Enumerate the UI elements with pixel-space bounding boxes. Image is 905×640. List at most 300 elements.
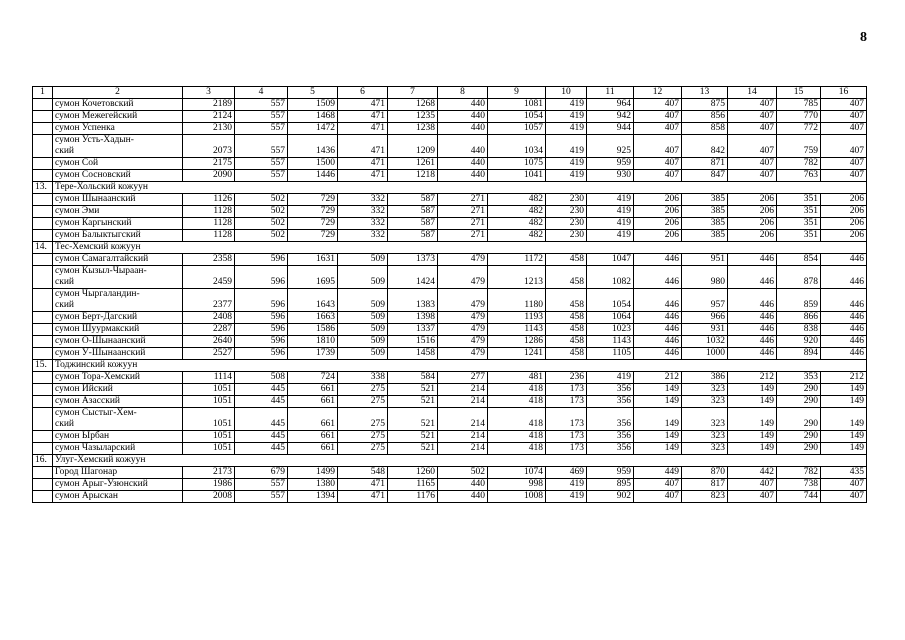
value-cell: 1260 bbox=[388, 467, 438, 479]
value-cell: 2073 bbox=[183, 135, 235, 158]
value-cell: 479 bbox=[438, 348, 488, 360]
value-cell: 785 bbox=[777, 99, 821, 111]
value-cell: 469 bbox=[546, 467, 587, 479]
settlement-name: сумон Успенка bbox=[53, 123, 183, 135]
value-cell: 419 bbox=[587, 230, 634, 242]
value-cell: 446 bbox=[728, 336, 777, 348]
value-cell: 1075 bbox=[488, 158, 546, 170]
value-cell: 875 bbox=[682, 99, 728, 111]
value-cell: 584 bbox=[388, 372, 438, 384]
settlement-name: сумон О-Шынаанский bbox=[53, 336, 183, 348]
value-cell: 323 bbox=[682, 443, 728, 455]
value-cell: 446 bbox=[728, 266, 777, 289]
column-header: 10 bbox=[546, 87, 587, 99]
value-cell: 214 bbox=[438, 443, 488, 455]
table-row bbox=[33, 158, 867, 170]
value-cell: 1126 bbox=[183, 194, 235, 206]
value-cell: 661 bbox=[288, 408, 338, 431]
value-cell: 1143 bbox=[587, 336, 634, 348]
value-cell: 1128 bbox=[183, 206, 235, 218]
value-cell: 661 bbox=[288, 384, 338, 396]
value-cell: 418 bbox=[488, 408, 546, 431]
value-cell: 407 bbox=[634, 170, 682, 182]
value-cell: 859 bbox=[777, 289, 821, 312]
value-cell: 419 bbox=[546, 135, 587, 158]
value-cell: 759 bbox=[777, 135, 821, 158]
table-row bbox=[33, 479, 867, 491]
value-cell: 2130 bbox=[183, 123, 235, 135]
value-cell: 782 bbox=[777, 158, 821, 170]
table-row bbox=[33, 348, 867, 360]
value-cell: 446 bbox=[634, 336, 682, 348]
value-cell: 230 bbox=[546, 218, 587, 230]
value-cell: 729 bbox=[288, 230, 338, 242]
value-cell: 446 bbox=[634, 289, 682, 312]
value-cell: 2090 bbox=[183, 170, 235, 182]
table-row bbox=[33, 266, 867, 289]
value-cell: 407 bbox=[728, 99, 777, 111]
value-cell: 206 bbox=[821, 230, 867, 242]
column-header: 2 bbox=[53, 87, 183, 99]
value-cell: 271 bbox=[438, 206, 488, 218]
settlement-name: сумон Чазыларский bbox=[53, 443, 183, 455]
value-cell: 557 bbox=[235, 135, 288, 158]
value-cell: 419 bbox=[546, 170, 587, 182]
settlement-name: сумон Межегейский bbox=[53, 111, 183, 123]
row-index bbox=[33, 336, 53, 348]
value-cell: 356 bbox=[587, 443, 634, 455]
column-header: 16 bbox=[821, 87, 867, 99]
value-cell: 149 bbox=[728, 443, 777, 455]
value-cell: 587 bbox=[388, 218, 438, 230]
value-cell: 407 bbox=[634, 123, 682, 135]
value-cell: 440 bbox=[438, 170, 488, 182]
column-header: 12 bbox=[634, 87, 682, 99]
value-cell: 870 bbox=[682, 467, 728, 479]
value-cell: 407 bbox=[728, 479, 777, 491]
row-index bbox=[33, 324, 53, 336]
table-row bbox=[33, 324, 867, 336]
value-cell: 1213 bbox=[488, 266, 546, 289]
value-cell: 407 bbox=[821, 158, 867, 170]
value-cell: 471 bbox=[338, 170, 388, 182]
section-row bbox=[33, 242, 867, 254]
value-cell: 356 bbox=[587, 396, 634, 408]
value-cell: 1472 bbox=[288, 123, 338, 135]
column-header: 9 bbox=[488, 87, 546, 99]
row-index bbox=[33, 408, 53, 431]
value-cell: 479 bbox=[438, 324, 488, 336]
value-cell: 482 bbox=[488, 206, 546, 218]
value-cell: 2124 bbox=[183, 111, 235, 123]
row-index bbox=[33, 443, 53, 455]
value-cell: 446 bbox=[821, 348, 867, 360]
value-cell: 407 bbox=[728, 135, 777, 158]
value-cell: 1458 bbox=[388, 348, 438, 360]
table-row bbox=[33, 408, 867, 431]
section-row bbox=[33, 182, 867, 194]
value-cell: 419 bbox=[587, 206, 634, 218]
value-cell: 407 bbox=[634, 479, 682, 491]
value-cell: 407 bbox=[634, 158, 682, 170]
row-index bbox=[33, 479, 53, 491]
value-cell: 1810 bbox=[288, 336, 338, 348]
value-cell: 173 bbox=[546, 384, 587, 396]
value-cell: 847 bbox=[682, 170, 728, 182]
value-cell: 323 bbox=[682, 408, 728, 431]
value-cell: 1193 bbox=[488, 312, 546, 324]
value-cell: 1268 bbox=[388, 99, 438, 111]
value-cell: 212 bbox=[821, 372, 867, 384]
value-cell: 149 bbox=[634, 396, 682, 408]
table-row bbox=[33, 289, 867, 312]
value-cell: 332 bbox=[338, 206, 388, 218]
value-cell: 471 bbox=[338, 479, 388, 491]
settlement-name: сумон Арыг-Узюнский bbox=[53, 479, 183, 491]
value-cell: 206 bbox=[728, 206, 777, 218]
value-cell: 858 bbox=[682, 123, 728, 135]
value-cell: 856 bbox=[682, 111, 728, 123]
value-cell: 1064 bbox=[587, 312, 634, 324]
value-cell: 149 bbox=[728, 408, 777, 431]
value-cell: 418 bbox=[488, 443, 546, 455]
value-cell: 1051 bbox=[183, 431, 235, 443]
value-cell: 419 bbox=[546, 99, 587, 111]
value-cell: 446 bbox=[634, 312, 682, 324]
table-row bbox=[33, 206, 867, 218]
value-cell: 521 bbox=[388, 408, 438, 431]
value-cell: 902 bbox=[587, 491, 634, 503]
settlement-name: сумон Сосновский bbox=[53, 170, 183, 182]
value-cell: 509 bbox=[338, 289, 388, 312]
section-index: 16. bbox=[33, 455, 53, 467]
value-cell: 2189 bbox=[183, 99, 235, 111]
value-cell: 866 bbox=[777, 312, 821, 324]
value-cell: 385 bbox=[682, 218, 728, 230]
value-cell: 173 bbox=[546, 443, 587, 455]
value-cell: 275 bbox=[338, 396, 388, 408]
table-row bbox=[33, 135, 867, 158]
value-cell: 817 bbox=[682, 479, 728, 491]
column-header: 7 bbox=[388, 87, 438, 99]
value-cell: 407 bbox=[821, 123, 867, 135]
settlement-name: сумон Кочетовский bbox=[53, 99, 183, 111]
value-cell: 440 bbox=[438, 158, 488, 170]
value-cell: 521 bbox=[388, 431, 438, 443]
value-cell: 206 bbox=[821, 206, 867, 218]
value-cell: 1209 bbox=[388, 135, 438, 158]
table-row bbox=[33, 443, 867, 455]
page-number: 8 bbox=[860, 30, 867, 45]
table-row bbox=[33, 99, 867, 111]
value-cell: 418 bbox=[488, 384, 546, 396]
value-cell: 351 bbox=[777, 230, 821, 242]
value-cell: 838 bbox=[777, 324, 821, 336]
value-cell: 763 bbox=[777, 170, 821, 182]
settlement-name: сумон Эми bbox=[53, 206, 183, 218]
value-cell: 509 bbox=[338, 254, 388, 266]
value-cell: 471 bbox=[338, 123, 388, 135]
table-row bbox=[33, 111, 867, 123]
row-index bbox=[33, 312, 53, 324]
value-cell: 356 bbox=[587, 384, 634, 396]
value-cell: 149 bbox=[821, 431, 867, 443]
value-cell: 1081 bbox=[488, 99, 546, 111]
value-cell: 446 bbox=[821, 266, 867, 289]
value-cell: 445 bbox=[235, 396, 288, 408]
value-cell: 729 bbox=[288, 218, 338, 230]
section-title: Тоджинский кожуун bbox=[53, 360, 867, 372]
section-title: Тес-Хемский кожуун bbox=[53, 242, 867, 254]
value-cell: 212 bbox=[728, 372, 777, 384]
table-row bbox=[33, 194, 867, 206]
value-cell: 440 bbox=[438, 99, 488, 111]
value-cell: 1051 bbox=[183, 408, 235, 431]
table-row bbox=[33, 431, 867, 443]
value-cell: 214 bbox=[438, 408, 488, 431]
section-index: 13. bbox=[33, 182, 53, 194]
value-cell: 277 bbox=[438, 372, 488, 384]
value-cell: 509 bbox=[338, 348, 388, 360]
column-header: 4 bbox=[235, 87, 288, 99]
value-cell: 419 bbox=[546, 479, 587, 491]
value-cell: 2358 bbox=[183, 254, 235, 266]
value-cell: 2459 bbox=[183, 266, 235, 289]
column-header: 8 bbox=[438, 87, 488, 99]
value-cell: 1143 bbox=[488, 324, 546, 336]
value-cell: 419 bbox=[587, 194, 634, 206]
value-cell: 1051 bbox=[183, 384, 235, 396]
value-cell: 323 bbox=[682, 384, 728, 396]
value-cell: 1468 bbox=[288, 111, 338, 123]
value-cell: 2377 bbox=[183, 289, 235, 312]
value-cell: 419 bbox=[587, 372, 634, 384]
value-cell: 446 bbox=[821, 324, 867, 336]
value-cell: 1008 bbox=[488, 491, 546, 503]
value-cell: 407 bbox=[728, 123, 777, 135]
value-cell: 479 bbox=[438, 312, 488, 324]
value-cell: 502 bbox=[438, 467, 488, 479]
value-cell: 149 bbox=[728, 396, 777, 408]
value-cell: 445 bbox=[235, 384, 288, 396]
section-row bbox=[33, 455, 867, 467]
value-cell: 1128 bbox=[183, 230, 235, 242]
value-cell: 661 bbox=[288, 396, 338, 408]
value-cell: 871 bbox=[682, 158, 728, 170]
value-cell: 271 bbox=[438, 230, 488, 242]
value-cell: 482 bbox=[488, 218, 546, 230]
settlement-name: сумон Усть-Хадын- ский bbox=[53, 135, 183, 158]
value-cell: 407 bbox=[821, 491, 867, 503]
value-cell: 521 bbox=[388, 443, 438, 455]
value-cell: 951 bbox=[682, 254, 728, 266]
row-index bbox=[33, 218, 53, 230]
row-index bbox=[33, 194, 53, 206]
row-index bbox=[33, 348, 53, 360]
value-cell: 149 bbox=[634, 443, 682, 455]
value-cell: 446 bbox=[821, 336, 867, 348]
table-row bbox=[33, 254, 867, 266]
column-header: 15 bbox=[777, 87, 821, 99]
value-cell: 449 bbox=[634, 467, 682, 479]
value-cell: 1057 bbox=[488, 123, 546, 135]
value-cell: 332 bbox=[338, 218, 388, 230]
value-cell: 471 bbox=[338, 158, 388, 170]
value-cell: 1054 bbox=[587, 289, 634, 312]
value-cell: 446 bbox=[821, 254, 867, 266]
value-cell: 446 bbox=[821, 289, 867, 312]
value-cell: 557 bbox=[235, 123, 288, 135]
value-cell: 930 bbox=[587, 170, 634, 182]
settlement-name: сумон Балыктыгский bbox=[53, 230, 183, 242]
table-row bbox=[33, 384, 867, 396]
value-cell: 407 bbox=[821, 479, 867, 491]
value-cell: 351 bbox=[777, 206, 821, 218]
value-cell: 1383 bbox=[388, 289, 438, 312]
value-cell: 173 bbox=[546, 396, 587, 408]
value-cell: 173 bbox=[546, 408, 587, 431]
value-cell: 502 bbox=[235, 218, 288, 230]
value-cell: 944 bbox=[587, 123, 634, 135]
value-cell: 2173 bbox=[183, 467, 235, 479]
value-cell: 1424 bbox=[388, 266, 438, 289]
section-title: Тере-Хольский кожуун bbox=[53, 182, 867, 194]
row-index bbox=[33, 230, 53, 242]
settlement-name: сумон Сыстыг-Хем- ский bbox=[53, 408, 183, 431]
value-cell: 966 bbox=[682, 312, 728, 324]
value-cell: 407 bbox=[634, 135, 682, 158]
settlement-name: Город Шагонар bbox=[53, 467, 183, 479]
table-row bbox=[33, 230, 867, 242]
value-cell: 596 bbox=[235, 312, 288, 324]
value-cell: 2408 bbox=[183, 312, 235, 324]
value-cell: 419 bbox=[546, 491, 587, 503]
value-cell: 782 bbox=[777, 467, 821, 479]
value-cell: 509 bbox=[338, 324, 388, 336]
value-cell: 596 bbox=[235, 336, 288, 348]
header-row bbox=[33, 87, 867, 99]
value-cell: 482 bbox=[488, 230, 546, 242]
row-index bbox=[33, 384, 53, 396]
settlement-name: сумон Чыргаландин- ский bbox=[53, 289, 183, 312]
value-cell: 419 bbox=[546, 158, 587, 170]
row-index bbox=[33, 467, 53, 479]
value-cell: 1695 bbox=[288, 266, 338, 289]
value-cell: 446 bbox=[728, 312, 777, 324]
column-header: 1 bbox=[33, 87, 53, 99]
value-cell: 1643 bbox=[288, 289, 338, 312]
value-cell: 854 bbox=[777, 254, 821, 266]
value-cell: 271 bbox=[438, 218, 488, 230]
settlement-name: сумон Азасский bbox=[53, 396, 183, 408]
value-cell: 418 bbox=[488, 431, 546, 443]
value-cell: 1436 bbox=[288, 135, 338, 158]
value-cell: 323 bbox=[682, 431, 728, 443]
value-cell: 446 bbox=[634, 348, 682, 360]
value-cell: 458 bbox=[546, 324, 587, 336]
column-header: 5 bbox=[288, 87, 338, 99]
value-cell: 458 bbox=[546, 336, 587, 348]
value-cell: 2640 bbox=[183, 336, 235, 348]
value-cell: 149 bbox=[821, 408, 867, 431]
value-cell: 895 bbox=[587, 479, 634, 491]
value-cell: 173 bbox=[546, 431, 587, 443]
value-cell: 230 bbox=[546, 206, 587, 218]
value-cell: 290 bbox=[777, 408, 821, 431]
value-cell: 502 bbox=[235, 206, 288, 218]
value-cell: 1023 bbox=[587, 324, 634, 336]
value-cell: 385 bbox=[682, 194, 728, 206]
value-cell: 661 bbox=[288, 431, 338, 443]
value-cell: 445 bbox=[235, 408, 288, 431]
value-cell: 149 bbox=[634, 408, 682, 431]
settlement-name: сумон Ырбан bbox=[53, 431, 183, 443]
value-cell: 1986 bbox=[183, 479, 235, 491]
value-cell: 206 bbox=[728, 230, 777, 242]
value-cell: 1337 bbox=[388, 324, 438, 336]
value-cell: 471 bbox=[338, 111, 388, 123]
value-cell: 418 bbox=[488, 396, 546, 408]
value-cell: 275 bbox=[338, 408, 388, 431]
value-cell: 1499 bbox=[288, 467, 338, 479]
table-row bbox=[33, 396, 867, 408]
value-cell: 442 bbox=[728, 467, 777, 479]
value-cell: 446 bbox=[728, 348, 777, 360]
value-cell: 587 bbox=[388, 194, 438, 206]
value-cell: 557 bbox=[235, 479, 288, 491]
value-cell: 557 bbox=[235, 158, 288, 170]
value-cell: 1000 bbox=[682, 348, 728, 360]
value-cell: 419 bbox=[546, 123, 587, 135]
value-cell: 481 bbox=[488, 372, 546, 384]
value-cell: 1446 bbox=[288, 170, 338, 182]
value-cell: 275 bbox=[338, 431, 388, 443]
value-cell: 407 bbox=[634, 491, 682, 503]
value-cell: 206 bbox=[634, 218, 682, 230]
table-row bbox=[33, 336, 867, 348]
value-cell: 214 bbox=[438, 396, 488, 408]
value-cell: 2527 bbox=[183, 348, 235, 360]
data-table bbox=[32, 86, 867, 503]
value-cell: 1114 bbox=[183, 372, 235, 384]
value-cell: 770 bbox=[777, 111, 821, 123]
table-row bbox=[33, 170, 867, 182]
value-cell: 557 bbox=[235, 111, 288, 123]
value-cell: 230 bbox=[546, 194, 587, 206]
value-cell: 275 bbox=[338, 443, 388, 455]
settlement-name: сумон Арыскан bbox=[53, 491, 183, 503]
value-cell: 557 bbox=[235, 491, 288, 503]
value-cell: 356 bbox=[587, 408, 634, 431]
value-cell: 1041 bbox=[488, 170, 546, 182]
value-cell: 1218 bbox=[388, 170, 438, 182]
value-cell: 206 bbox=[634, 230, 682, 242]
value-cell: 407 bbox=[728, 111, 777, 123]
value-cell: 323 bbox=[682, 396, 728, 408]
value-cell: 149 bbox=[634, 431, 682, 443]
value-cell: 744 bbox=[777, 491, 821, 503]
value-cell: 1631 bbox=[288, 254, 338, 266]
value-cell: 407 bbox=[821, 99, 867, 111]
table-row bbox=[33, 372, 867, 384]
value-cell: 407 bbox=[728, 170, 777, 182]
value-cell: 1373 bbox=[388, 254, 438, 266]
value-cell: 440 bbox=[438, 111, 488, 123]
value-cell: 206 bbox=[728, 194, 777, 206]
value-cell: 1739 bbox=[288, 348, 338, 360]
value-cell: 149 bbox=[634, 384, 682, 396]
value-cell: 1380 bbox=[288, 479, 338, 491]
